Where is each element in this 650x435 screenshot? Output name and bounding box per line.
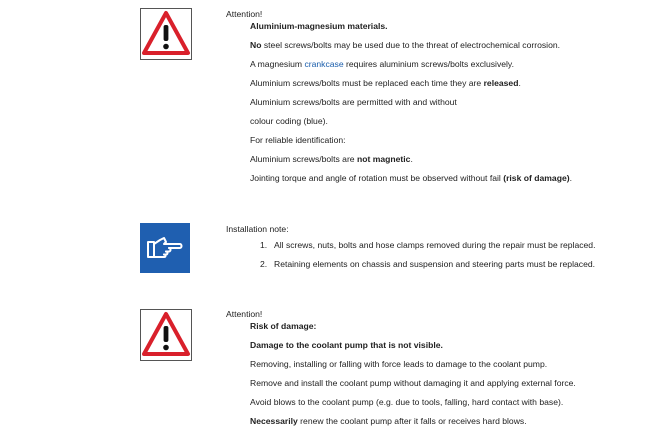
text-segment: . [569, 173, 572, 183]
text-line [250, 378, 576, 388]
text-segment: . [518, 78, 521, 88]
text-line [250, 359, 547, 369]
text-segment: Aluminium-magnesium materials. [250, 21, 388, 31]
text-segment: released [483, 78, 519, 88]
text-segment: Avoid blows to the coolant pump (e.g. due to tools, falling, hard contact with base). [250, 397, 564, 407]
text-segment: Aluminium screws/bolts are permitted with and without [250, 97, 457, 107]
text-line [250, 321, 316, 331]
text-line [250, 340, 443, 350]
text-line [250, 78, 521, 88]
text-segment: Removing, installing or falling with force leads to damage to the coolant pump. [250, 359, 548, 369]
text-segment: A magnesium [250, 59, 305, 69]
text-segment: steel screws/bolts may be used due to the threat of electrochemical corrosion. [261, 40, 561, 50]
text-segment: No [250, 40, 262, 50]
text-line [250, 397, 563, 407]
list-item: 1. All screws, nuts, bolts and hose clamps removed during the repair must be replaced. [260, 240, 596, 250]
text-segment: Aluminium screws/bolts are [250, 154, 357, 164]
warning-triangle-icon [140, 309, 192, 361]
attention-heading: Attention! [226, 9, 263, 19]
text-segment: requires aluminium screws/bolts exclusively. [343, 59, 514, 69]
text-segment: Aluminium screws/bolts must be replaced each time they are [250, 78, 484, 88]
text-segment: Risk of damage: [250, 321, 317, 331]
text-segment: colour coding (blue). [250, 116, 328, 126]
installation-note-heading: Installation note: [226, 224, 289, 234]
crankcase-link[interactable]: crankcase [304, 59, 344, 69]
text-line [250, 21, 388, 31]
pointing-hand-icon [140, 223, 190, 273]
text-segment: renew the coolant pump after it falls or receives hard blows. [297, 416, 527, 426]
text-line [250, 97, 457, 107]
text-line [250, 135, 346, 145]
text-segment: Remove and install the coolant pump without damaging it and applying external force. [250, 378, 576, 388]
text-line [250, 154, 413, 164]
installation-note-list [260, 240, 595, 278]
text-segment: Jointing torque and angle of rotation must be observed without fail [250, 173, 504, 183]
text-segment: For reliable identification: [250, 135, 346, 145]
text-segment: Damage to the coolant pump that is not visible. [250, 340, 443, 350]
text-segment: not magnetic [356, 154, 411, 164]
text-line [250, 59, 514, 69]
attention-heading: Attention! [226, 309, 263, 319]
warning-triangle-icon [140, 8, 192, 60]
text-line [250, 416, 527, 426]
text-line [250, 116, 328, 126]
text-line [250, 173, 572, 183]
text-segment: Necessarily [250, 416, 298, 426]
text-segment: (risk of damage) [503, 173, 570, 183]
text-segment: . [410, 154, 413, 164]
list-item: 2. Retaining elements on chassis and suspension and steering parts must be replaced. [260, 259, 596, 269]
text-line [250, 40, 560, 50]
